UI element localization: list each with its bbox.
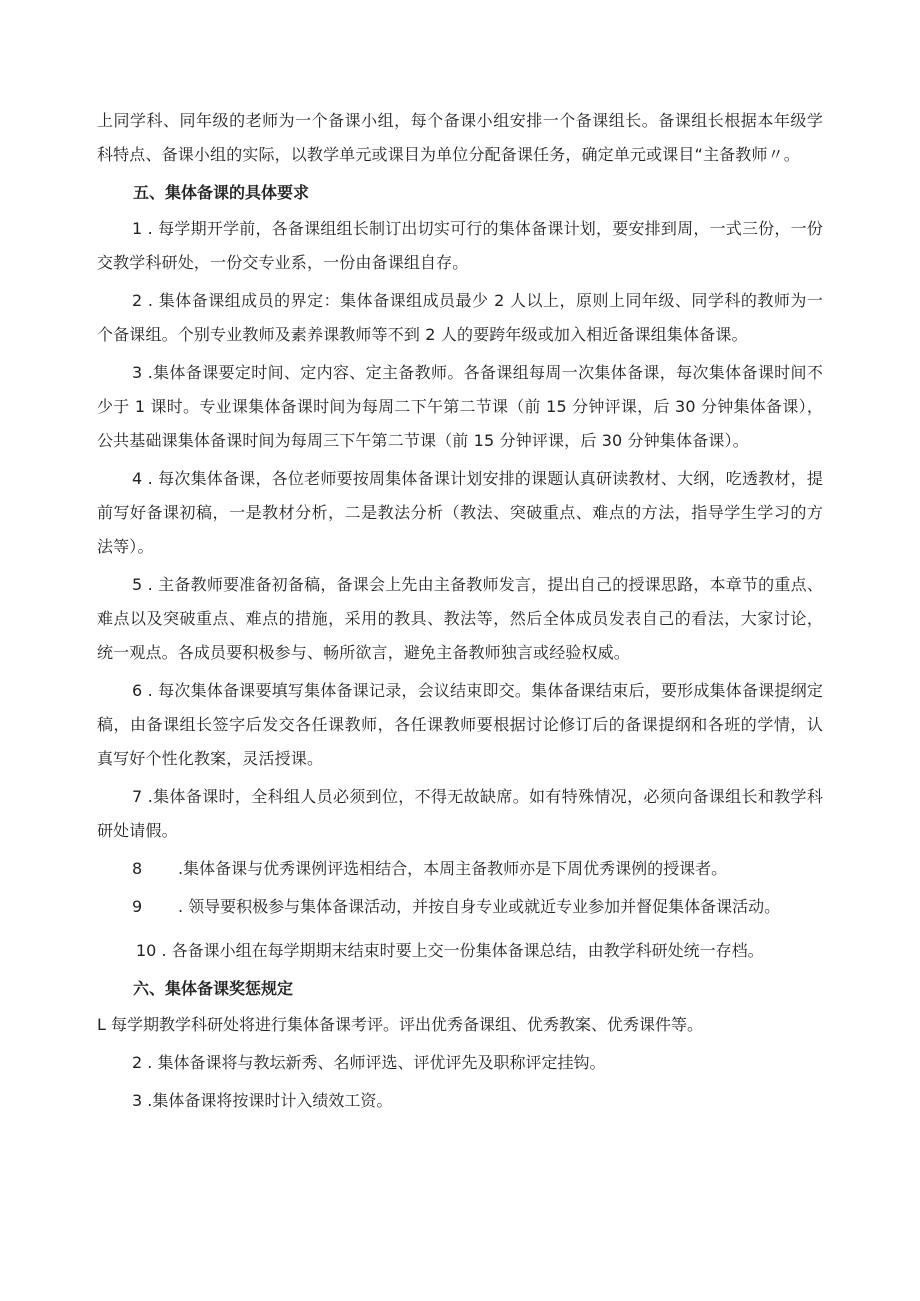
s5-item-8-number: 8 bbox=[132, 859, 143, 878]
intro-paragraph: 上同学科、同年级的老师为一个备课小组，每个备课小组安排一个备课组长。备课组长根据本年级学科特点、备课小组的实际，以教学单元或课目为单位分配备课任务，确定单元或课目“主备教师〃。 bbox=[97, 111, 823, 164]
s5-item-4: 4 . 每次集体备课，各位老师要按周集体备课计划安排的课题认真研读教材、大纲，吃透教材，提前写好备课初稿，一是教材分析，二是教法分析（教法、突破重点、难点的方法，指导学生学习的方法等）。 bbox=[97, 469, 823, 556]
s5-item-8 bbox=[97, 852, 823, 886]
s6-item-2: 2 . 集体备课将与教坛新秀、名师评选、评优评先及职称评定挂钩。 bbox=[132, 1053, 606, 1072]
s5-item-1: 1 . 每学期开学前，各备课组组长制订出切实可行的集体备课计划，要安排到周，一式三份，一份交教学科研处，一份交专业系，一份由备课组自存。 bbox=[97, 219, 823, 272]
s5-item-9-text: . 领导要积极参与集体备课活动，并按自身专业或就近专业参加并督促集体备课活动。 bbox=[178, 897, 781, 916]
s5-item-7: 7 .集体备课时，全科组人员必须到位，不得无故缺席。如有特殊情况，必须向备课组长和教学科研处请假。 bbox=[97, 787, 823, 840]
section-6-heading: 六、集体备课奖惩规定 bbox=[133, 979, 294, 998]
s5-item-8-text: .集体备课与优秀课例评选相结合，本周主备教师亦是下周优秀课例的授课者。 bbox=[178, 859, 728, 878]
s5-item-6: 6 . 每次集体备课要填写集体备课记录，会议结束即交。集体备课结束后，要形成集体备课提纲定稿，由备课组长签字后发交各任课教师，各任课教师要根据讨论修订后的备课提纲和各班的学情，认真写好个性化教案，灵活授课。 bbox=[97, 681, 823, 768]
s6-item-1: L 每学期教学科研处将进行集体备课考评。评出优秀备课组、优秀教案、优秀课件等。 bbox=[97, 1015, 704, 1034]
s5-item-5: 5 . 主备教师要准备初备稿，备课会上先由主备教师发言，提出自己的授课思路，本章节的重点、难点以及突破重点、难点的措施，采用的教具、教法等，然后全体成员发表自己的看法，大家讨论，统一观点。各成员要积极参与、畅所欲言，避免主备教师独言或经验权威。 bbox=[97, 575, 823, 662]
s6-item-3: 3 .集体备课将按课时计入绩效工资。 bbox=[132, 1091, 393, 1110]
s5-item-9 bbox=[97, 890, 823, 924]
document-page bbox=[97, 104, 823, 1122]
s5-item-3: 3 .集体备课要定时间、定内容、定主备教师。各备课组每周一次集体备课，每次集体备课时间不少于 1 课时。专业课集体备课时间为每周二下午第二节课（前 15 分钟评课，后 30 分钟集体备课），公共基础课集体备课时间为每周三下午第二节课（前 15 分钟评课，后 30 分钟集体备课）。 bbox=[97, 363, 823, 450]
s5-item-10: 10 . 各备课小组在每学期期末结束时要上交一份集体备课总结，由教学科研处统一存档。 bbox=[136, 941, 764, 960]
s5-item-2: 2 . 集体备课组成员的界定：集体备课组成员最少 2 人以上，原则上同年级、同学科的教师为一个备课组。个别专业教师及素养课教师等不到 2 人的要跨年级或加入相近备课组集体备课。 bbox=[97, 291, 823, 344]
s5-item-9-number: 9 bbox=[132, 897, 143, 916]
section-5-heading: 五、集体备课的具体要求 bbox=[133, 183, 310, 202]
